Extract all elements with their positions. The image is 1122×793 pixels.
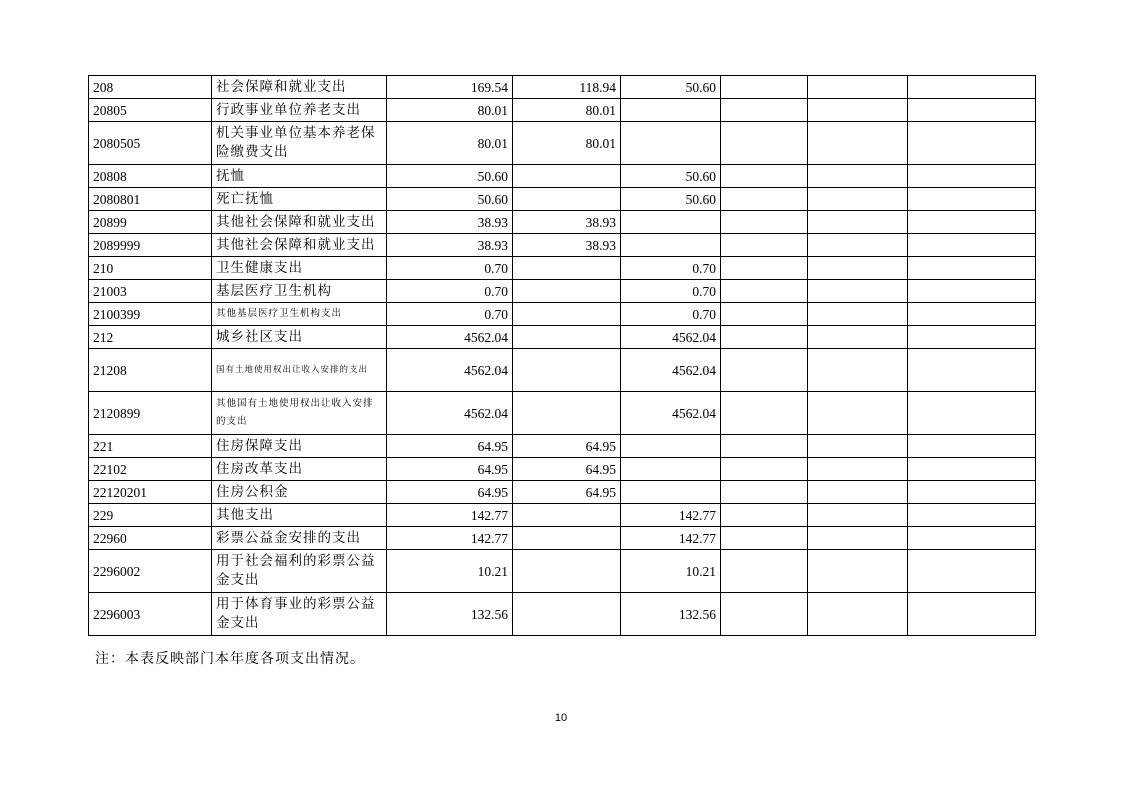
table-row (89, 593, 1036, 636)
empty-cell (908, 392, 1036, 435)
empty-cell (808, 550, 908, 593)
project-amount: 132.56 (621, 593, 721, 636)
empty-cell (721, 303, 808, 326)
project-amount (621, 234, 721, 257)
subject-code: 2120899 (89, 392, 212, 435)
table-row (89, 99, 1036, 122)
empty-cell (721, 188, 808, 211)
total-amount: 64.95 (387, 458, 513, 481)
table-row (89, 527, 1036, 550)
empty-cell (908, 257, 1036, 280)
table-row (89, 165, 1036, 188)
total-amount: 132.56 (387, 593, 513, 636)
subject-name: 用于体育事业的彩票公益金支出 (212, 593, 387, 636)
subject-name: 基层医疗卫生机构 (212, 280, 387, 303)
subject-code: 2100399 (89, 303, 212, 326)
empty-cell (808, 481, 908, 504)
empty-cell (908, 504, 1036, 527)
empty-cell (908, 76, 1036, 99)
empty-cell (908, 593, 1036, 636)
total-amount: 38.93 (387, 211, 513, 234)
subject-name: 其他支出 (212, 504, 387, 527)
empty-cell (808, 188, 908, 211)
table-row (89, 122, 1036, 165)
empty-cell (908, 211, 1036, 234)
subject-name: 抚恤 (212, 165, 387, 188)
subject-code: 212 (89, 326, 212, 349)
project-amount (621, 458, 721, 481)
empty-cell (808, 234, 908, 257)
subject-code: 2296002 (89, 550, 212, 593)
total-amount: 142.77 (387, 527, 513, 550)
page-number: 10 (554, 712, 568, 724)
total-amount: 50.60 (387, 188, 513, 211)
total-amount: 50.60 (387, 165, 513, 188)
table-row (89, 257, 1036, 280)
total-amount: 64.95 (387, 435, 513, 458)
subject-code: 20805 (89, 99, 212, 122)
subject-code: 22120201 (89, 481, 212, 504)
table-row (89, 504, 1036, 527)
subject-code: 210 (89, 257, 212, 280)
empty-cell (721, 481, 808, 504)
basic-amount: 64.95 (513, 458, 621, 481)
empty-cell (908, 349, 1036, 392)
table-row (89, 188, 1036, 211)
basic-amount: 80.01 (513, 99, 621, 122)
table-row (89, 234, 1036, 257)
total-amount: 38.93 (387, 234, 513, 257)
project-amount (621, 435, 721, 458)
empty-cell (908, 527, 1036, 550)
empty-cell (721, 527, 808, 550)
empty-cell (721, 349, 808, 392)
project-amount: 4562.04 (621, 326, 721, 349)
expenditure-table (88, 75, 1036, 636)
subject-code: 20899 (89, 211, 212, 234)
project-amount: 50.60 (621, 188, 721, 211)
empty-cell (808, 593, 908, 636)
project-amount: 4562.04 (621, 392, 721, 435)
table-note: 注：本表反映部门本年度各项支出情况。 (95, 651, 365, 667)
total-amount: 80.01 (387, 122, 513, 165)
empty-cell (808, 257, 908, 280)
project-amount: 142.77 (621, 504, 721, 527)
empty-cell (721, 234, 808, 257)
basic-amount (513, 257, 621, 280)
empty-cell (721, 122, 808, 165)
basic-amount (513, 527, 621, 550)
empty-cell (908, 481, 1036, 504)
basic-amount (513, 280, 621, 303)
basic-amount (513, 326, 621, 349)
empty-cell (721, 280, 808, 303)
basic-amount (513, 303, 621, 326)
empty-cell (808, 122, 908, 165)
basic-amount (513, 188, 621, 211)
empty-cell (808, 76, 908, 99)
table-row (89, 303, 1036, 326)
empty-cell (721, 211, 808, 234)
empty-cell (808, 326, 908, 349)
empty-cell (721, 257, 808, 280)
subject-name: 其他基层医疗卫生机构支出 (212, 303, 387, 326)
total-amount: 142.77 (387, 504, 513, 527)
basic-amount: 64.95 (513, 481, 621, 504)
basic-amount (513, 165, 621, 188)
empty-cell (808, 165, 908, 188)
empty-cell (808, 303, 908, 326)
empty-cell (808, 211, 908, 234)
empty-cell (908, 99, 1036, 122)
subject-code: 2089999 (89, 234, 212, 257)
subject-name: 国有土地使用权出让收入安排的支出 (212, 349, 387, 392)
subject-name: 卫生健康支出 (212, 257, 387, 280)
project-amount: 50.60 (621, 165, 721, 188)
basic-amount (513, 349, 621, 392)
project-amount: 50.60 (621, 76, 721, 99)
empty-cell (908, 303, 1036, 326)
project-amount: 10.21 (621, 550, 721, 593)
total-amount: 0.70 (387, 303, 513, 326)
basic-amount (513, 593, 621, 636)
subject-code: 21208 (89, 349, 212, 392)
project-amount: 0.70 (621, 280, 721, 303)
subject-code: 22102 (89, 458, 212, 481)
basic-amount: 80.01 (513, 122, 621, 165)
basic-amount (513, 550, 621, 593)
table-row (89, 349, 1036, 392)
total-amount: 4562.04 (387, 349, 513, 392)
empty-cell (808, 504, 908, 527)
project-amount (621, 122, 721, 165)
table-row (89, 458, 1036, 481)
total-amount: 64.95 (387, 481, 513, 504)
subject-code: 229 (89, 504, 212, 527)
project-amount: 0.70 (621, 257, 721, 280)
empty-cell (908, 280, 1036, 303)
total-amount: 4562.04 (387, 392, 513, 435)
subject-code: 2296003 (89, 593, 212, 636)
basic-amount: 38.93 (513, 234, 621, 257)
empty-cell (908, 122, 1036, 165)
project-amount (621, 99, 721, 122)
empty-cell (721, 550, 808, 593)
subject-name: 机关事业单位基本养老保险缴费支出 (212, 122, 387, 165)
subject-name: 住房公积金 (212, 481, 387, 504)
project-amount (621, 481, 721, 504)
empty-cell (808, 349, 908, 392)
total-amount: 0.70 (387, 280, 513, 303)
total-amount: 80.01 (387, 99, 513, 122)
total-amount: 10.21 (387, 550, 513, 593)
empty-cell (721, 165, 808, 188)
empty-cell (721, 99, 808, 122)
empty-cell (908, 165, 1036, 188)
subject-code: 208 (89, 76, 212, 99)
basic-amount: 38.93 (513, 211, 621, 234)
subject-name: 其他国有土地使用权出让收入安排的支出 (212, 392, 387, 435)
subject-name: 行政事业单位养老支出 (212, 99, 387, 122)
subject-name: 彩票公益金安排的支出 (212, 527, 387, 550)
total-amount: 169.54 (387, 76, 513, 99)
subject-code: 20808 (89, 165, 212, 188)
basic-amount: 64.95 (513, 435, 621, 458)
table-row (89, 550, 1036, 593)
subject-name: 城乡社区支出 (212, 326, 387, 349)
empty-cell (808, 280, 908, 303)
table-row (89, 211, 1036, 234)
empty-cell (908, 188, 1036, 211)
empty-cell (908, 435, 1036, 458)
empty-cell (721, 392, 808, 435)
total-amount: 0.70 (387, 257, 513, 280)
table-row (89, 280, 1036, 303)
empty-cell (808, 435, 908, 458)
empty-cell (808, 458, 908, 481)
project-amount (621, 211, 721, 234)
empty-cell (721, 593, 808, 636)
empty-cell (908, 326, 1036, 349)
subject-name: 其他社会保障和就业支出 (212, 211, 387, 234)
basic-amount (513, 392, 621, 435)
empty-cell (721, 76, 808, 99)
empty-cell (908, 234, 1036, 257)
total-amount: 4562.04 (387, 326, 513, 349)
subject-name: 住房改革支出 (212, 458, 387, 481)
subject-code: 22960 (89, 527, 212, 550)
table-row (89, 326, 1036, 349)
subject-name: 住房保障支出 (212, 435, 387, 458)
subject-name: 社会保障和就业支出 (212, 76, 387, 99)
project-amount: 142.77 (621, 527, 721, 550)
empty-cell (808, 527, 908, 550)
subject-code: 2080505 (89, 122, 212, 165)
subject-name: 用于社会福利的彩票公益金支出 (212, 550, 387, 593)
basic-amount (513, 504, 621, 527)
table-row (89, 392, 1036, 435)
subject-name: 其他社会保障和就业支出 (212, 234, 387, 257)
basic-amount: 118.94 (513, 76, 621, 99)
project-amount: 0.70 (621, 303, 721, 326)
empty-cell (721, 458, 808, 481)
empty-cell (808, 392, 908, 435)
table-row (89, 435, 1036, 458)
project-amount: 4562.04 (621, 349, 721, 392)
empty-cell (721, 326, 808, 349)
subject-code: 21003 (89, 280, 212, 303)
empty-cell (908, 550, 1036, 593)
table-row (89, 481, 1036, 504)
empty-cell (808, 99, 908, 122)
subject-name: 死亡抚恤 (212, 188, 387, 211)
subject-code: 2080801 (89, 188, 212, 211)
empty-cell (721, 435, 808, 458)
empty-cell (721, 504, 808, 527)
subject-code: 221 (89, 435, 212, 458)
table-row (89, 76, 1036, 99)
empty-cell (908, 458, 1036, 481)
